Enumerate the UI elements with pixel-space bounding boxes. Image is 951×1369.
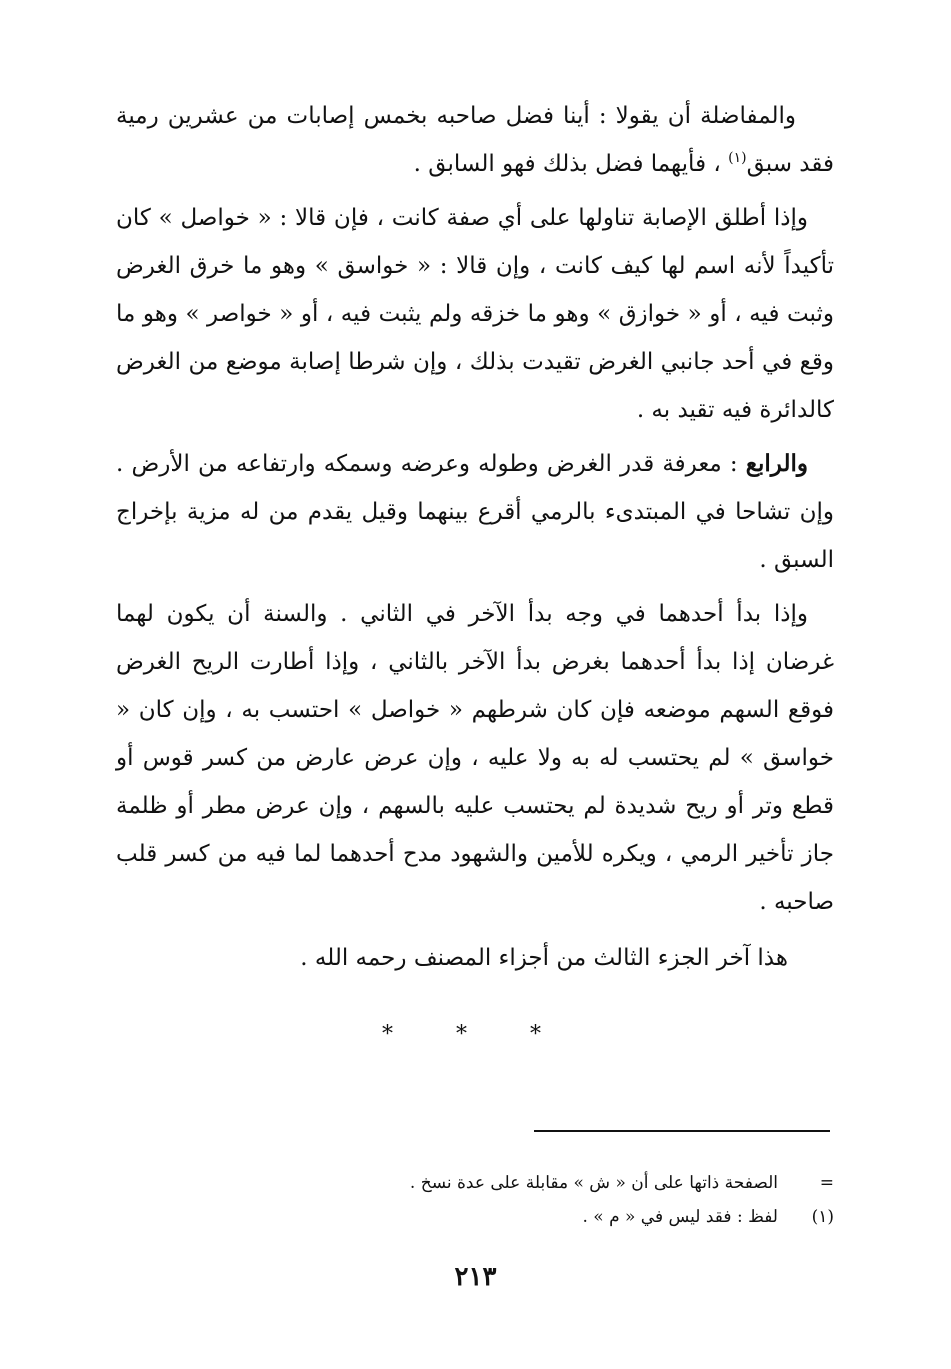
paragraph-2: وإذا أطلق الإصابة تناولها على أي صفة كانت ، فإن قالا : « خواصل » كان تأكيداً لأنه اسم لها كيف كانت ، وإن قالا : « خواسق » وهو ما خرق الغرض وثبت فيه ، أو « خوازق » وهو ما خزقه ولم يثبت فيه ، أو « خواصر » وهو ما وقع في أحد جانبي الغرض تقيدت بذلك ، وإن شرطا إصابة موضع من الغرض كالدائرة فيه تقيد به . (116, 205, 834, 423)
paragraph-1 (116, 92, 834, 188)
page-number: ٢١٣ (454, 1262, 497, 1292)
footnote-mark: (١) (811, 1207, 834, 1227)
footnotes (116, 1166, 834, 1234)
paragraph-3-text: : معرفة قدر الغرض وطوله وعرضه وسمكه وارتفاعه من الأرض . وإن تشاحا في المبتدىء بالرمي أقرع بينهما وقيل يقدم من له مزية بإخراج السبق . (116, 451, 834, 573)
footnote-1 (116, 1200, 834, 1234)
footnote-ref-1: (١) (728, 150, 747, 166)
paragraph-4: وإذا بدأ أحدهما في وجه بدأ الآخر في الثاني . والسنة أن يكون لهما غرضان إذا بدأ أحدهما بغرض بدأ الآخر بالثاني ، وإذا أطارت الريح الغرض فوقع السهم موضعه فإن كان شرطهم « خواصل » احتسب به ، وإن كان « خواسق » لم يحتسب له به ولا عليه ، وإن عرض عارض من كسر قوس أو قطع وتر أو ريح شديدة لم يحتسب عليه بالسهم ، وإن عرض مطر أو ظلمة جاز تأخير الرمي ، ويكره للأمين والشهود مدح أحدهما لما فيه من كسر قلب صاحبه . (116, 601, 834, 915)
footnote-text: الصفحة ذاتها على أن « ش » مقابلة على عدة نسخ . (409, 1173, 778, 1193)
paragraph-1-text: والمفاضلة أن يقولا : أينا فضل صاحبه بخمس إصابات من عشرين رمية فقد سبق (116, 103, 834, 177)
paragraph-3-lead: والرابع (745, 450, 808, 477)
footnote-mark: = (819, 1173, 834, 1193)
footnote-rule (534, 1130, 830, 1132)
paragraph-3 (116, 440, 834, 584)
footnote-text: لفظ : فقد ليس في « م » . (582, 1207, 778, 1227)
closing-line: هذا آخر الجزء الثالث من أجزاء المصنف رحمه الله . (300, 945, 788, 971)
footnote-continued (116, 1166, 834, 1200)
main-text (116, 92, 834, 988)
section-separator: * * * (382, 1022, 569, 1047)
paragraph-1-tail: ، فأيهما فضل بذلك فهو السابق . (413, 151, 729, 177)
